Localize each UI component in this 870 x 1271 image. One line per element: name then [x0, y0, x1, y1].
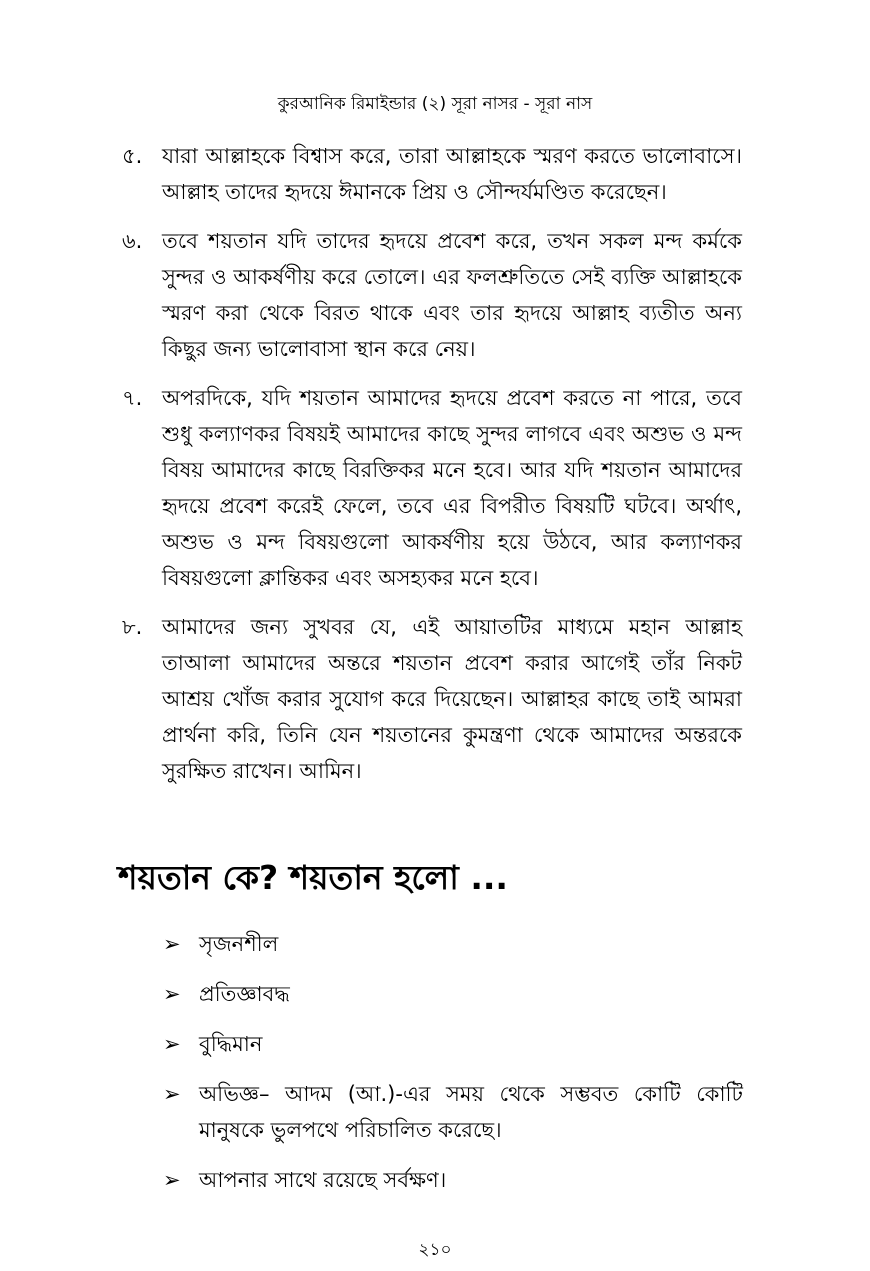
bullet-item: [163, 1162, 743, 1198]
bullet-text: আপনার সাথে রয়েছে সর্বক্ষণ।: [199, 1168, 447, 1192]
list-item: [122, 609, 742, 789]
item-number: ৬.: [122, 229, 143, 253]
bullet-text: বুদ্ধিমান: [199, 1032, 263, 1056]
list-item: [122, 223, 742, 367]
list-item: [122, 380, 742, 596]
arrow-bullet-icon: ➢: [163, 1168, 181, 1192]
item-number: ৮.: [122, 615, 143, 639]
item-text: যারা আল্লাহকে বিশ্বাস করে, তারা আল্লাহকে স্মরণ করতে ভালোবাসে। আল্লাহ তাদের হৃদয়ে ঈমানকে প্রিয় ও সৌন্দর্যমণ্ডিত করেছেন।: [162, 144, 742, 204]
bullet-list: [163, 926, 743, 1212]
arrow-bullet-icon: ➢: [163, 1032, 181, 1056]
item-text: তবে শয়তান যদি তাদের হৃদয়ে প্রবেশ করে, তখন সকল মন্দ কর্মকে সুন্দর ও আকর্ষণীয় করে তোলে। এর ফলশ্রুতিতে সেই ব্যক্তি আল্লাহকে স্মরণ করা থেকে বিরত থাকে এবং তার হৃদয়ে আল্লাহ ব্যতীত অন্য কিছুর জন্য ভালোবাসা স্থান করে নেয়।: [162, 229, 742, 361]
bullet-item: [163, 1026, 743, 1062]
item-number: ৭.: [122, 386, 143, 410]
bullet-text: সৃজনশীল: [199, 932, 279, 956]
arrow-bullet-icon: ➢: [163, 932, 181, 956]
bullet-text: প্রতিজ্ঞাবদ্ধ: [199, 982, 290, 1006]
running-header: কুরআনিক রিমাইন্ডার (২) সূরা নাসর - সূরা নাস: [277, 94, 593, 114]
list-item: [122, 138, 742, 210]
numbered-list: [122, 138, 742, 802]
bullet-text: অভিজ্ঞ– আদম (আ.)-এর সময় থেকে সম্ভবত কোটি কোটি মানুষকে ভুলপথে পরিচালিত করেছে।: [199, 1082, 743, 1142]
page-number: ২১০: [418, 1240, 452, 1260]
arrow-bullet-icon: ➢: [163, 982, 181, 1006]
item-number: ৫.: [122, 144, 143, 168]
item-text: আমাদের জন্য সুখবর যে, এই আয়াতটির মাধ্যমে মহান আল্লাহ তাআলা আমাদের অন্তরে শয়তান প্রবেশ করার আগেই তাঁর নিকট আশ্রয় খোঁজ করার সুযোগ করে দিয়েছেন। আল্লাহর কাছে তাই আমরা প্রার্থনা করি, তিনি যেন শয়তানের কুমন্ত্রণা থেকে আমাদের অন্তরকে সুরক্ষিত রাখেন। আমিন।: [162, 615, 742, 783]
bullet-item: [163, 976, 743, 1012]
bullet-item: [163, 926, 743, 962]
arrow-bullet-icon: ➢: [163, 1082, 181, 1106]
bullet-item: [163, 1076, 743, 1148]
item-text: অপরদিকে, যদি শয়তান আমাদের হৃদয়ে প্রবেশ করতে না পারে, তবে শুধু কল্যাণকর বিষয়ই আমাদের কাছে সুন্দর লাগবে এবং অশুভ ও মন্দ বিষয় আমাদের কাছে বিরক্তিকর মনে হবে। আর যদি শয়তান আমাদের হৃদয়ে প্রবেশ করেই ফেলে, তবে এর বিপরীত বিষয়টি ঘটবে। অর্থাৎ, অশুভ ও মন্দ বিষয়গুলো আকর্ষণীয় হয়ে উঠবে, আর কল্যাণকর বিষয়গুলো ক্লান্তিকর এবং অসহ্যকর মনে হবে।: [162, 386, 742, 590]
section-heading: শয়তান কে? শয়তান হলো ...: [118, 858, 508, 897]
